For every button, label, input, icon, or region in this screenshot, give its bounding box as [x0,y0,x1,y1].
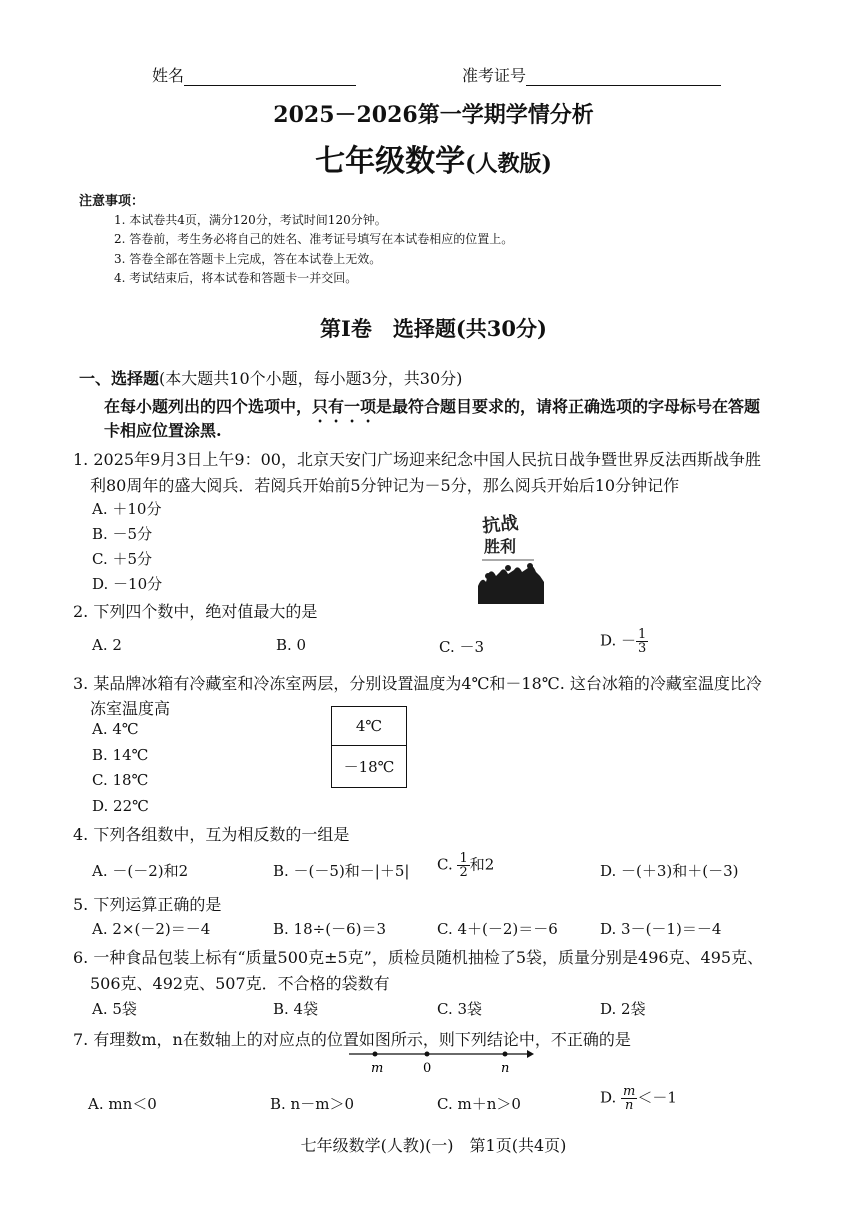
svg-text:胜利: 胜利 [484,537,517,556]
q2-option-a[interactable]: A. 2 [92,636,122,654]
note-item: 3. 答卷全部在答题卡上完成，答在本试卷上无效。 [114,252,382,266]
q4-option-c-tail: 和2 [469,855,495,874]
q2-stem: 2. 下列四个数中，绝对值最大的是 [73,602,318,621]
q7-option-d[interactable] [600,1085,677,1112]
axis-label-m: m [371,1061,384,1076]
q1-option-b[interactable]: B. －5分 [92,525,153,543]
q2-option-d-prefix: D. － [600,631,637,650]
section1-heading [79,366,462,389]
q5-option-c[interactable]: C. 4＋(－2)＝－6 [437,920,558,938]
q7-option-d-tail: ＜－1 [637,1088,677,1107]
q3-stem-line2: 冻室温度高 [90,699,171,718]
q3-option-c[interactable]: C. 18℃ [92,771,149,789]
note-item: 1. 本试卷共4页，满分120分，考试时间120分钟。 [114,213,387,227]
q4-option-b[interactable]: B. －(－5)和－|＋5| [273,862,410,880]
axis-label-zero: 0 [423,1061,432,1076]
fridge-diagram [331,706,407,788]
part1-title: 第Ⅰ卷 选择题(共30分) [320,316,547,341]
subject-title-main: 七年级数学 [315,144,466,179]
section1-instructions-line2: 卡相应位置涂黑. [104,421,222,440]
q3-option-b[interactable]: B. 14℃ [92,746,149,764]
q7-stem: 7. 有理数m，n在数轴上的对应点的位置如图所示，则下列结论中，不正确的是 [73,1030,631,1049]
q2-option-d[interactable] [600,628,648,655]
q5-option-b[interactable]: B. 18÷(－6)＝3 [273,920,387,938]
q1-option-c[interactable]: C. ＋5分 [92,550,153,568]
q3-option-a[interactable]: A. 4℃ [92,720,139,738]
q2-option-c[interactable]: C. －3 [439,638,485,656]
exam-id-blank[interactable] [526,85,721,86]
q4-stem: 4. 下列各组数中，互为相反数的一组是 [73,825,350,844]
instr-part-a: 在每小题列出的四个选项中， [104,397,313,416]
q1-option-a[interactable]: A. ＋10分 [92,500,162,518]
subject-title [0,136,867,180]
svg-text:抗战: 抗战 [481,512,520,538]
note-item: 4. 考试结束后，将本试卷和答题卡一并交回。 [114,271,358,285]
exam-id-field[interactable] [462,63,721,86]
point-n [503,1052,508,1057]
q4-option-c-prefix: C. [437,855,458,874]
note-item: 2. 答卷前，考生务必将自己的姓名、准考证号填写在本试卷相应的位置上。 [114,232,514,246]
fridge-fresh-temp: 4℃ [332,707,406,746]
q1-stem-line1: 1. 2025年9月3日上午9：00，北京天安门广场迎来纪念中国人民抗日战争暨世界反法西斯战争胜 [73,450,761,469]
subject-title-edition: (人教版) [465,151,552,177]
q6-option-b[interactable]: B. 4袋 [273,1000,319,1018]
q3-stem-line1: 3. 某品牌冰箱有冷藏室和冷冻室两层，分别设置温度为4℃和－18℃. 这台冰箱的冷藏室温度比冷 [73,674,762,693]
q6-stem-line1: 6. 一种食品包装上标有“质量500克±5克”，质检员随机抽检了5袋，质量分别是496克、495克、 [73,948,764,967]
q7-option-a[interactable]: A. mn＜0 [88,1095,157,1113]
section1-heading-label: 一、选择题 [79,369,160,388]
exam-id-label: 准考证号 [462,66,527,85]
q7-option-d-prefix: D. [600,1088,622,1107]
instr-emphasis: 只有一项 [312,397,377,416]
notes-heading: 注意事项： [79,194,145,209]
q6-stem-line2: 506克、492克、507克．不合格的袋数有 [90,974,390,993]
q6-option-c[interactable]: C. 3袋 [437,1000,483,1018]
number-line-diagram [345,1046,535,1076]
q2-option-b[interactable]: B. 0 [276,636,307,654]
name-field[interactable] [152,63,356,86]
q6-option-d[interactable]: D. 2袋 [600,1000,646,1018]
q5-stem: 5. 下列运算正确的是 [73,895,222,914]
q4-option-c-fraction: $\frac{1}{2}$ [459,851,468,880]
section1-heading-note: (本大题共10个小题，每小题3分，共30分) [159,369,463,388]
name-label: 姓名 [152,66,185,85]
page-footer: 七年级数学(人教)(一) 第1页(共4页) [300,1136,567,1155]
q4-option-d[interactable]: D. －(＋3)和＋(－3) [600,862,739,880]
number-line-arrow [527,1050,534,1058]
q5-option-a[interactable]: A. 2×(－2)＝－4 [92,920,211,938]
instr-part-b: 是最符合题目要求的，请将正确选项的字母标号在答题 [376,397,761,416]
point-zero [425,1052,430,1057]
q1-stem-line2: 利80周年的盛大阅兵．若阅兵开始前5分钟记为－5分，那么阅兵开始后10分钟记作 [90,476,680,495]
poster-text: 抗战胜利 [474,502,478,503]
name-blank[interactable] [184,85,356,86]
q7-option-b[interactable]: B. n－m＞0 [270,1095,354,1113]
q7-option-c[interactable]: C. m＋n＞0 [437,1095,521,1113]
fridge-freezer-temp: －18℃ [343,757,395,776]
q4-option-c[interactable] [437,852,494,879]
q4-option-a[interactable]: A. －(－2)和2 [92,862,189,880]
q3-option-d[interactable]: D. 22℃ [92,797,149,815]
q6-option-a[interactable]: A. 5袋 [92,1000,137,1018]
q5-option-d[interactable]: D. 3－(－1)＝－4 [600,920,722,938]
axis-label-n: n [501,1061,510,1076]
point-m [373,1052,378,1057]
q1-option-d[interactable]: D. －10分 [92,575,163,593]
parade-poster-image [474,502,548,604]
exam-title: 2025－2026第一学期学情分析 [273,102,594,128]
q2-option-d-fraction: $\frac{1}{3}$ [638,627,647,656]
q7-option-d-fraction: $\frac{m}{n}$ [623,1084,636,1113]
